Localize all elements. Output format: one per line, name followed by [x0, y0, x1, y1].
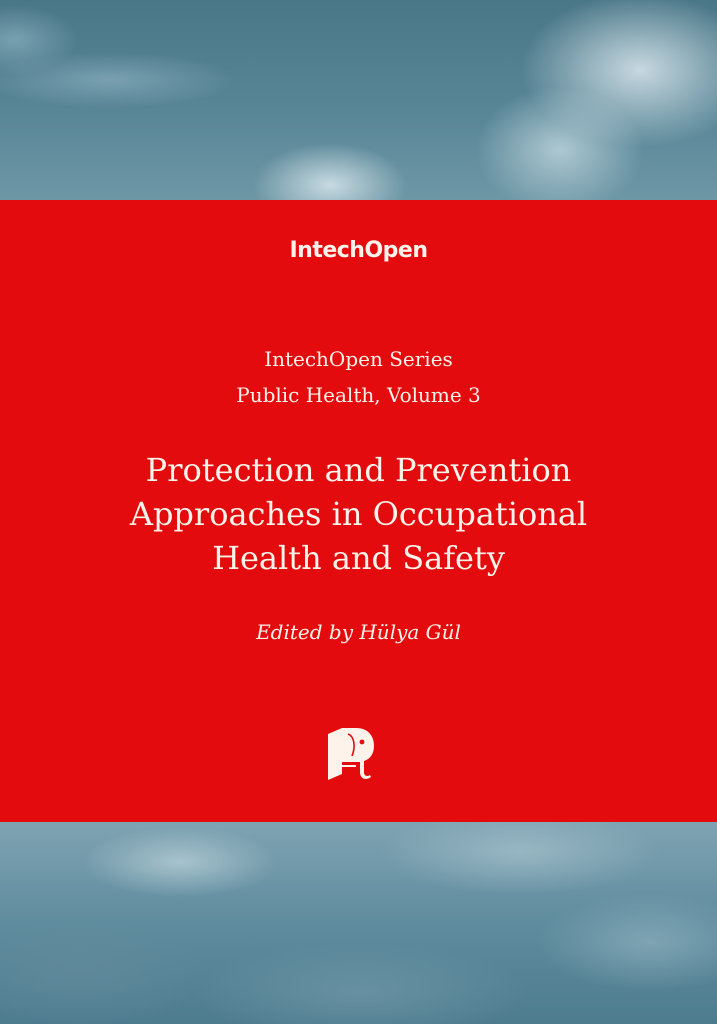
cloud-background-top: [0, 0, 717, 200]
series-name: IntechOpen Series: [264, 347, 453, 371]
intechopen-elephant-logo-icon: [326, 726, 378, 782]
book-title-line-2: Approaches in Occupational: [129, 495, 588, 533]
series-volume: Public Health, Volume 3: [236, 383, 481, 407]
publisher-name: IntechOpen: [289, 238, 428, 263]
cloud-background-bottom: [0, 822, 717, 1024]
book-title-line-3: Health and Safety: [212, 539, 505, 577]
editor-credit: Edited by Hülya Gül: [256, 620, 461, 644]
book-title-line-1: Protection and Prevention: [145, 451, 572, 489]
book-title: [40, 448, 677, 580]
